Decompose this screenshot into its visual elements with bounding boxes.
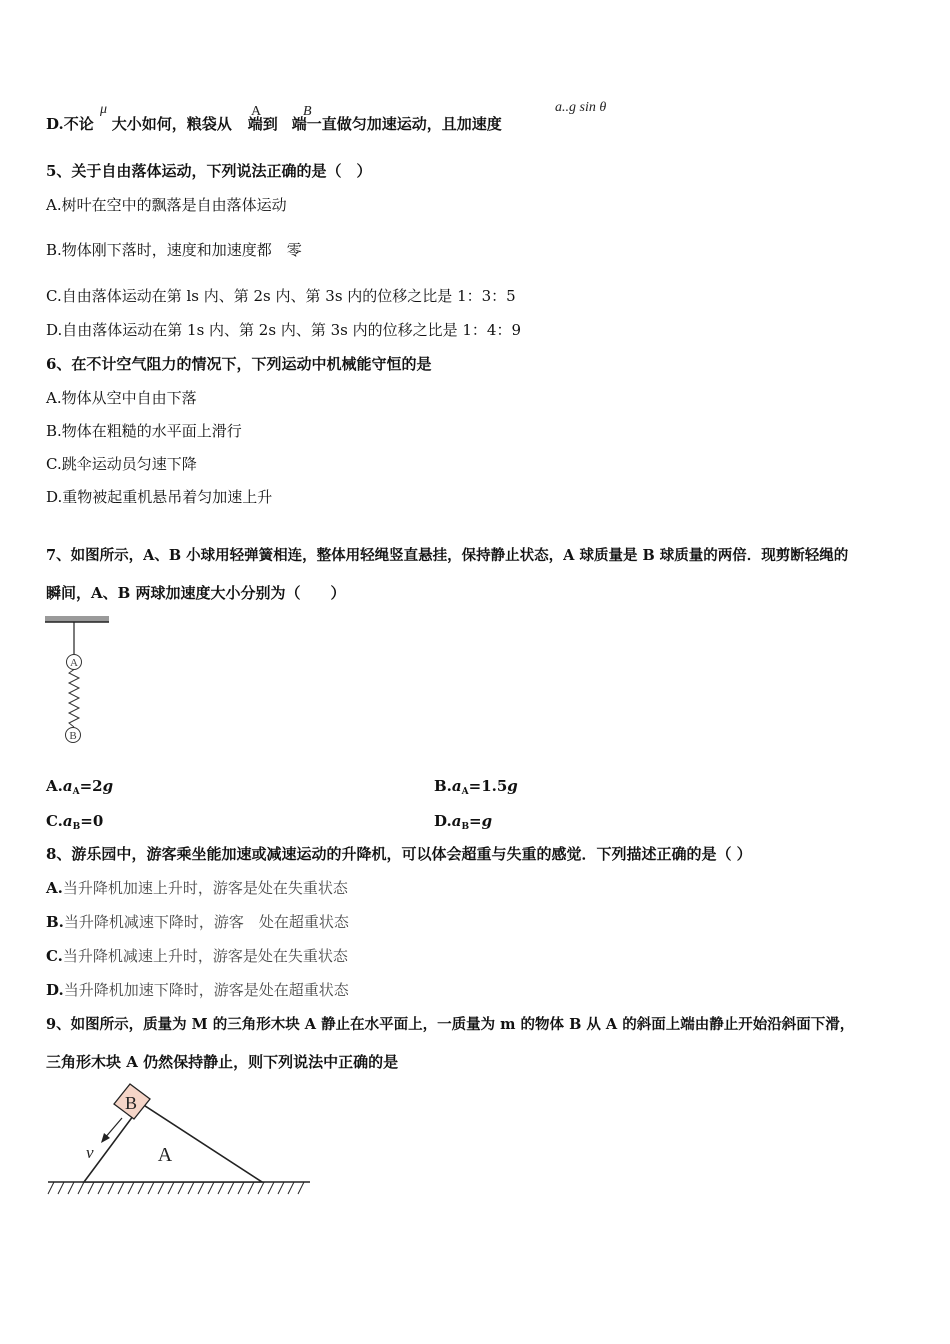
- q4d-b-symbol: B: [303, 104, 312, 119]
- q4d-a-symbol: A: [251, 104, 262, 119]
- q4-option-d: [46, 114, 502, 134]
- wedge-a-label: A: [157, 1144, 173, 1166]
- spring-figure: [40, 612, 120, 752]
- wedge-a: [84, 1104, 262, 1182]
- q8-option-d: D.当升降机加速下降时，游客是处在超重状态: [46, 981, 349, 999]
- q7-option-c: $C.a_B=0$: [46, 812, 104, 832]
- q8-option-b: B.当升降机减速下降时，游客 处在超重状态: [46, 913, 349, 931]
- q5-option-b: B.物体刚下落时，速度和加速度都 零: [46, 241, 302, 259]
- ball-a-label: A: [70, 657, 78, 669]
- q5-option-c: C.自由落体运动在第 ls 内、第 2s 内、第 3s 内的位移之比是 1：3：5: [46, 287, 516, 305]
- q6-option-b: B.物体在粗糙的水平面上滑行: [46, 422, 242, 440]
- ground-hatching: [48, 1182, 304, 1194]
- q4d-text-1: 大小如何，粮袋从: [111, 115, 232, 133]
- q5-option-a: A.树叶在空中的飘落是自由落体运动: [46, 196, 287, 214]
- q7-option-d: $D.a_B=g$: [434, 812, 493, 832]
- q7-option-a: $A.a_A=2g$: [46, 777, 114, 797]
- q6-option-a: A.物体从空中自由下落: [46, 389, 197, 407]
- wedge-figure: [40, 1082, 320, 1202]
- q8-option-c: C.当升降机减速上升时，游客是处在失重状态: [46, 947, 348, 965]
- q4d-text-3: 端一直做匀加速运动，且加速度: [291, 115, 502, 133]
- ball-b-label: B: [69, 730, 77, 742]
- ceiling-bar: [45, 616, 109, 622]
- q5-stem: 5、关于自由落体运动，下列说法正确的是（ ）: [46, 162, 372, 180]
- q7-option-b: $B.a_A=1.5g$: [434, 777, 518, 797]
- q4d-prefix: D.不论: [46, 115, 94, 133]
- q9-stem-line1: 9、如图所示，质量为 M 的三角形木块 A 静止在水平面上，一质量为 m 的物体 B 从 A 的斜面上端由静止开始沿斜面下滑，: [46, 1016, 855, 1033]
- spring-coil: [69, 670, 79, 728]
- velocity-label: v: [86, 1143, 94, 1162]
- q6-stem: 6、在不计空气阻力的情况下，下列运动中机械能守恒的是: [46, 355, 432, 373]
- q8-option-a: A.当升降机加速上升时，游客是处在失重状态: [46, 879, 348, 897]
- velocity-arrow-head: [101, 1133, 110, 1143]
- q6-option-d: D.重物被起重机悬吊着匀加速上升: [46, 488, 273, 506]
- block-b-label: B: [124, 1093, 138, 1113]
- q4d-mu-symbol: μ: [100, 102, 108, 117]
- q4d-text-2: 端到: [247, 115, 278, 133]
- q7-stem-line2: 瞬间，A、B 两球加速度大小分别为（ ）: [46, 584, 346, 602]
- q4d-acceleration-formula: a..g sin θ: [555, 100, 607, 115]
- q7-stem-line1: 7、如图所示，A、B 小球用轻弹簧相连，整体用轻绳竖直悬挂，保持静止状态，A 球质量是 B 球质量的两倍．现剪断轻绳的: [46, 547, 849, 564]
- q6-option-c: C.跳伞运动员匀速下降: [46, 455, 197, 473]
- q5-option-d: D.自由落体运动在第 1s 内、第 2s 内、第 3s 内的位移之比是 1：4：9: [46, 321, 521, 339]
- q9-stem-line2: 三角形木块 A 仍然保持静止，则下列说法中正确的是: [46, 1053, 399, 1071]
- q8-stem: 8、游乐园中，游客乘坐能加速或减速运动的升降机，可以体会超重与失重的感觉．下列描述正确的是（ ）: [46, 845, 752, 863]
